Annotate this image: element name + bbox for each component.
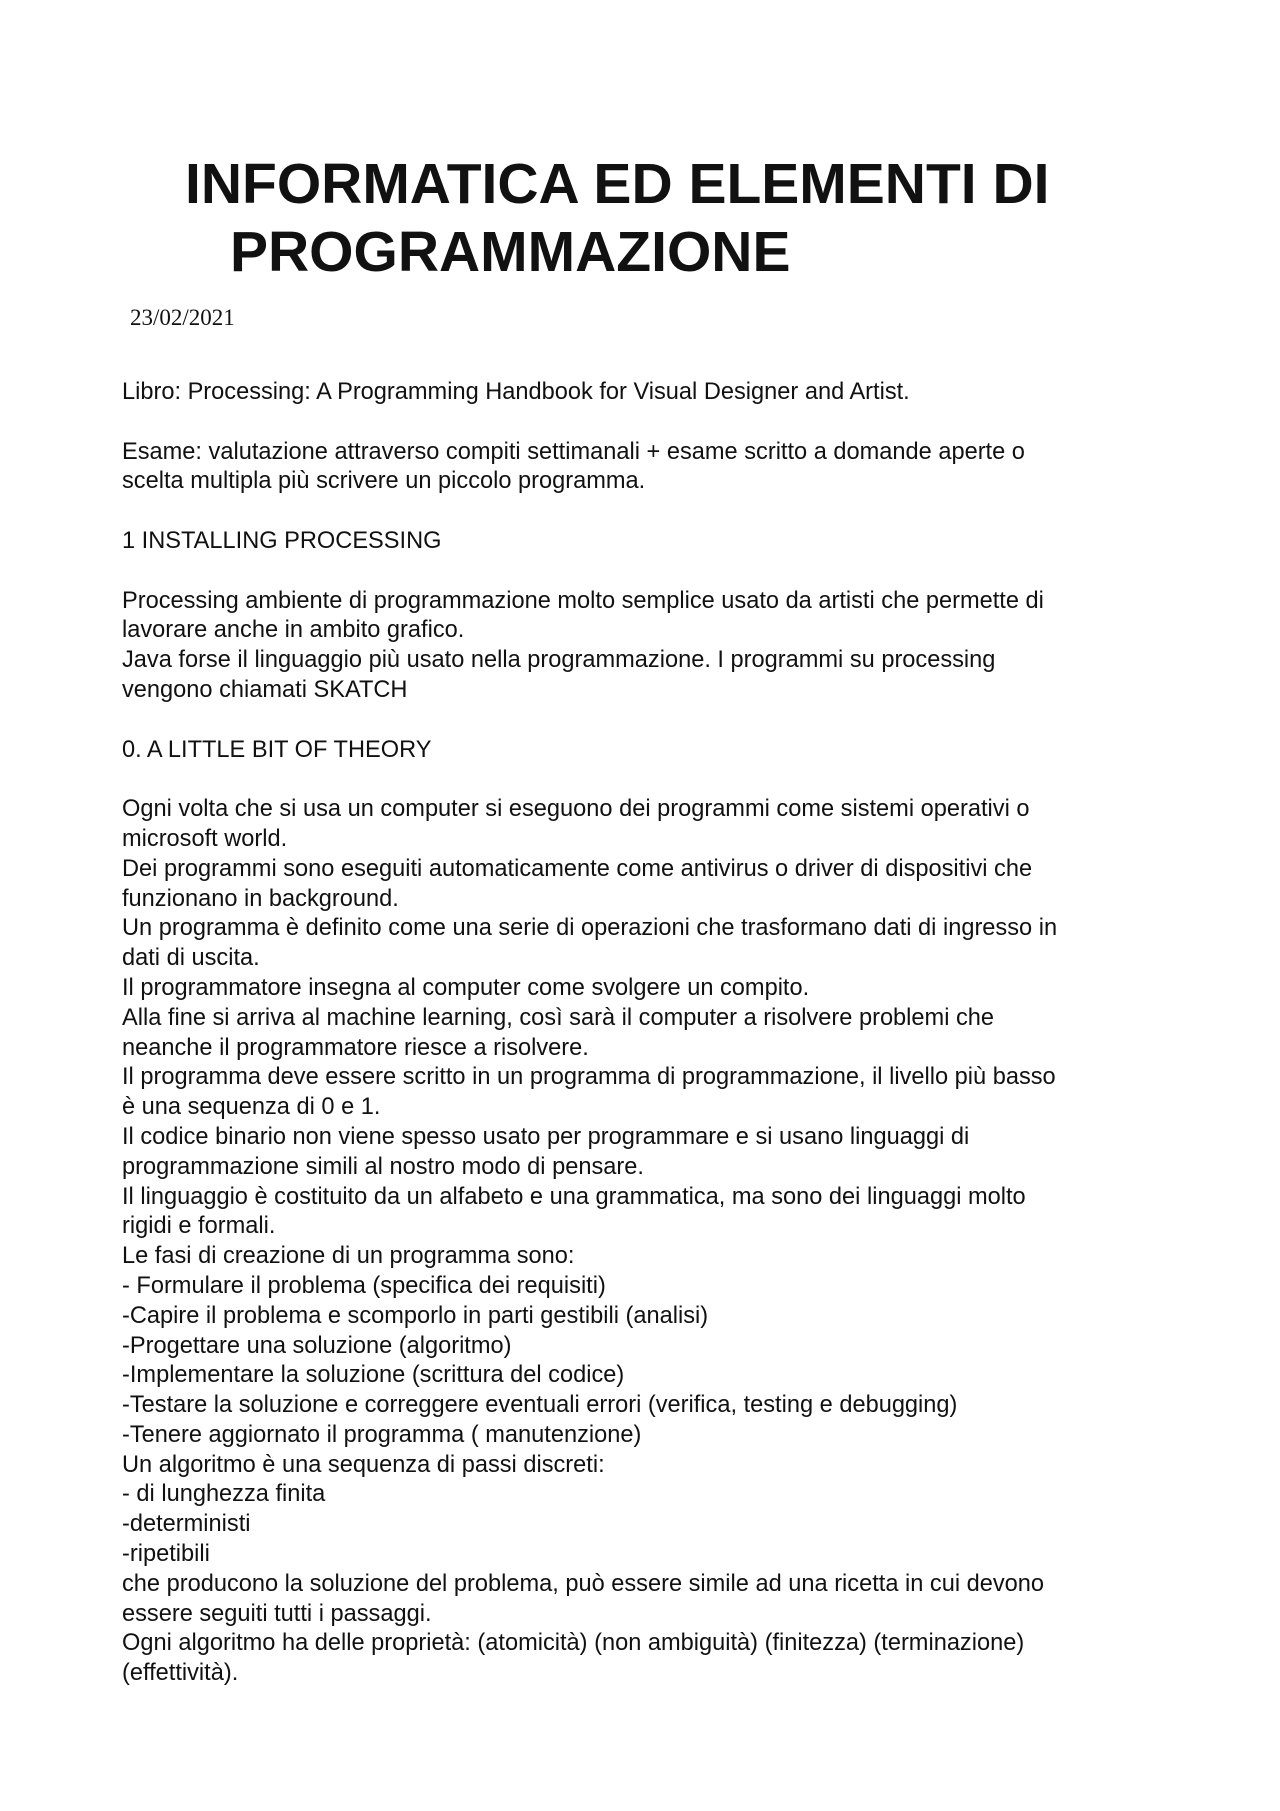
- spacer: [122, 765, 1182, 795]
- list-item: -deterministi: [122, 1511, 251, 1538]
- paragraph-book: Libro: Processing: A Programming Handbook for Visual Designer and Artist.: [122, 379, 910, 405]
- list-item: -Implementare la soluzione (scrittura del codice): [122, 1362, 625, 1389]
- theory-line: microsoft world.: [122, 825, 288, 852]
- paragraph-processing-line: Processing ambiente di programmazione molto semplice usato da artisti che permette di: [122, 587, 1044, 614]
- theory-line: è una sequenza di 0 e 1.: [122, 1094, 381, 1121]
- spacer: [122, 497, 1182, 527]
- theory-line: Il programmatore insegna al computer come svolgere un compito.: [122, 974, 810, 1001]
- theory-line: che producono la soluzione del problema, può essere simile ad una ricetta in cui devono: [122, 1570, 1045, 1597]
- title-line-1: INFORMATICA ED ELEMENTI DI: [185, 152, 1050, 216]
- section-heading-theory: 0. A LITTLE BIT OF THEORY: [122, 736, 432, 763]
- theory-line: Ogni volta che si usa un computer si eseguono dei programmi come sistemi operativi o: [122, 796, 1030, 823]
- theory-line: dati di uscita.: [122, 945, 260, 972]
- spacer: [122, 557, 1182, 587]
- theory-line: Dei programmi sono eseguiti automaticamente come antivirus o driver di dispositivi che: [122, 855, 1033, 882]
- list-item: -Progettare una soluzione (algoritmo): [122, 1332, 512, 1359]
- theory-line: funzionano in background.: [122, 885, 399, 912]
- theory-line: Alla fine si arriva al machine learning, così sarà il computer a risolvere problemi che: [122, 1004, 995, 1031]
- list-item: -Tenere aggiornato il programma ( manutenzione): [122, 1421, 642, 1448]
- theory-line: neanche il programmatore riesce a risolvere.: [122, 1034, 589, 1061]
- document-title: [185, 150, 1185, 286]
- list-item: -Testare la soluzione e correggere eventuali errori (verifica, testing e debugging): [122, 1392, 958, 1419]
- theory-line: (effettività).: [122, 1660, 239, 1687]
- theory-line: Il programma deve essere scritto in un programma di programmazione, il livello più basso: [122, 1064, 1056, 1091]
- paragraph-exam-line: Esame: valutazione attraverso compiti settimanali + esame scritto a domande aperte o: [122, 438, 1025, 465]
- paragraph-exam-line: scelta multipla più scrivere un piccolo programma.: [122, 468, 646, 495]
- theory-line: essere seguiti tutti i passaggi.: [122, 1600, 432, 1627]
- document-date: 23/02/2021: [130, 305, 235, 330]
- list-item: -Capire il problema e scomporlo in parti gestibili (analisi): [122, 1302, 709, 1329]
- paragraph-processing-line: lavorare anche in ambito grafico.: [122, 617, 465, 644]
- paragraph-processing-line: vengono chiamati SKATCH: [122, 676, 408, 703]
- list-item: -ripetibili: [122, 1541, 210, 1568]
- theory-line: programmazione simili al nostro modo di pensare.: [122, 1153, 644, 1180]
- section-heading-installing: 1 INSTALLING PROCESSING: [122, 527, 442, 554]
- theory-line: Le fasi di creazione di un programma sono:: [122, 1243, 575, 1270]
- theory-line: Il codice binario non viene spesso usato per programmare e si usano linguaggi di: [122, 1123, 970, 1150]
- theory-line: Un algoritmo è una sequenza di passi discreti:: [122, 1451, 605, 1478]
- theory-line: Il linguaggio è costituito da un alfabeto e una grammatica, ma sono dei linguaggi molto: [122, 1183, 1026, 1210]
- paragraph-processing-line: Java forse il linguaggio più usato nella programmazione. I programmi su processing: [122, 647, 996, 674]
- theory-line: Ogni algoritmo ha delle proprietà: (atomicità) (non ambiguità) (finitezza) (terminazione): [122, 1630, 1025, 1657]
- theory-line: rigidi e formali.: [122, 1213, 276, 1240]
- document-body: [122, 378, 1182, 1689]
- list-item: - di lunghezza finita: [122, 1481, 326, 1508]
- spacer: [122, 706, 1182, 736]
- list-item: - Formulare il problema (specifica dei requisiti): [122, 1272, 606, 1299]
- title-line-2: PROGRAMMAZIONE: [230, 220, 791, 284]
- spacer: [122, 408, 1182, 438]
- theory-line: Un programma è definito come una serie di operazioni che trasformano dati di ingresso in: [122, 915, 1058, 942]
